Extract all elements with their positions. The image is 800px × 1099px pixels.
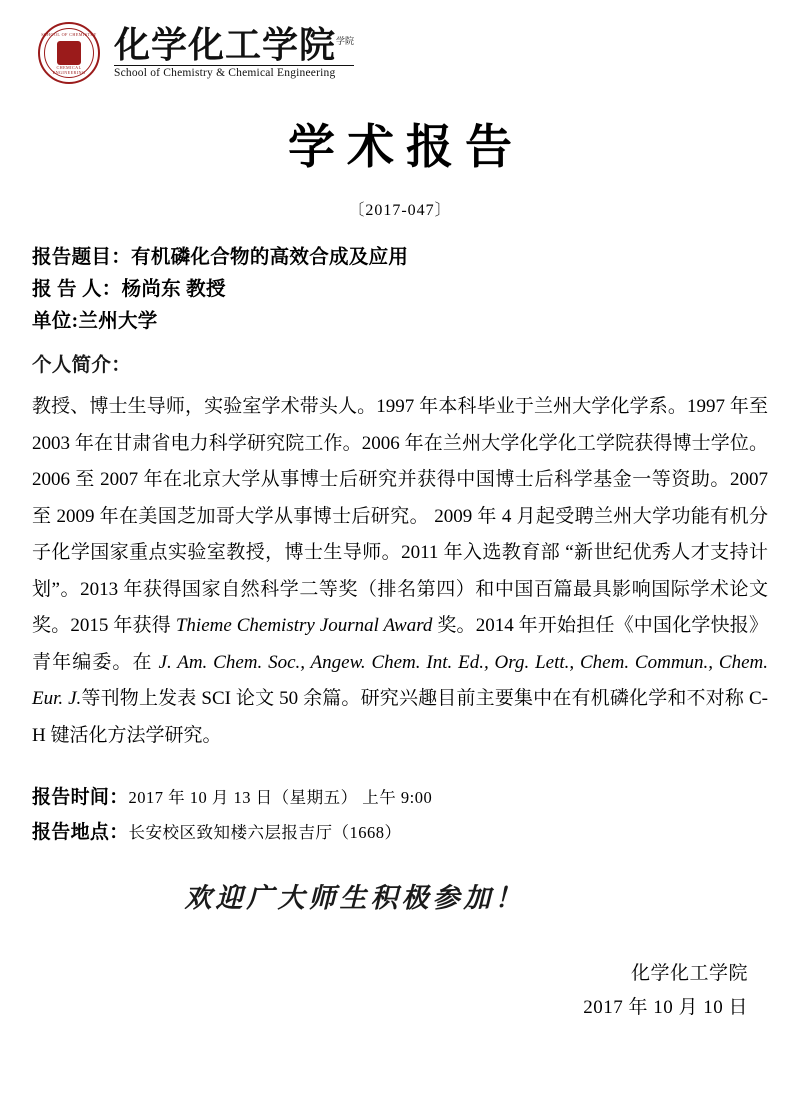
logo-english-name: School of Chemistry & Chemical Engineering	[114, 65, 354, 79]
bio-part-3: 等刊物上发表 SCI 论文 50 余篇。研究兴趣目前主要集中在有机磷化学和不对称 C-H 键活化方法学研究。	[32, 688, 769, 746]
place-label: 报告地点：	[32, 822, 129, 844]
unit-label: 单位:	[32, 310, 79, 332]
topic-value: 有机磷化合物的高效合成及应用	[131, 247, 409, 268]
university-seal-icon	[38, 22, 100, 84]
bio-part-1: 教授、博士生导师，实验室学术带头人。1997 年本科毕业于兰州大学化学系。1997 年至 2003 年在甘肃省电力科学研究院工作。2006 年在兰州大学化学化工学院获得博士学位。2006 至 2007 年在北京大学从事博士后研究并获得中国博士后科学基金一等资助。2007 至 2009 年在美国芝加哥大学从事博士后研究。 2009 年 4 月起受聘兰州大学功能有机分子化学国家重点实验室教授，博士生导师。2011 年入选教育部 “新世纪优秀人才支持计划”。2013 年获得国家自然科学二等奖（排名第四）和中国百篇最具影响国际学术论文奖。2015 年获得	[32, 396, 768, 637]
time-label: 报告时间：	[32, 787, 129, 809]
unit-row	[32, 306, 772, 338]
bio-part-2: 奖。2014 年开始担任《中国化学快报》青年编委。在	[32, 615, 768, 673]
bio-paragraph	[32, 389, 768, 754]
seal-center-mark	[57, 41, 81, 65]
time-row	[32, 780, 772, 815]
journal-list: J. Am. Chem. Soc., Angew. Chem. Int. Ed., Org. Lett., Chem. Commun., Chem. Eur. J.	[32, 651, 768, 710]
speaker-value: 杨尚东 教授	[121, 278, 226, 300]
logo-superscript: 学院	[336, 35, 355, 46]
speaker-row	[32, 274, 772, 306]
logo-chinese-text: 化学化工学院	[114, 24, 337, 65]
speaker-label: 报 告 人：	[32, 278, 122, 300]
place-value: 长安校区致知楼六层报吉厅（1668）	[128, 823, 402, 843]
signature-date: 2017 年 10 月 10 日	[583, 996, 748, 1018]
letterhead	[28, 10, 772, 92]
topic-row	[32, 242, 772, 274]
place-row	[32, 815, 772, 850]
seal-bottom-text: CHEMICAL ENGINEERING	[52, 65, 86, 75]
event-info-block	[32, 780, 772, 850]
document-number: 〔2017-047〕	[348, 202, 452, 219]
signature-organization: 化学化工学院	[630, 963, 748, 985]
unit-value: 兰州大学	[78, 310, 158, 332]
logo-block	[114, 24, 355, 80]
bio-section-label: 个人简介：	[32, 355, 132, 377]
signature-block	[28, 957, 772, 1024]
welcome-message: 欢迎广大师生积极参加！	[184, 883, 526, 914]
page-title: 学术报告	[288, 122, 524, 174]
meta-block	[28, 242, 772, 337]
time-value: 2017 年 10 月 13 日（星期五） 上午 9:00	[128, 788, 433, 808]
award-name: Thieme Chemistry Journal Award	[175, 615, 433, 637]
topic-label: 报告题目：	[32, 247, 132, 268]
logo-chinese-name	[114, 24, 355, 65]
seal-top-text: SCHOOL OF CHEMISTRY	[41, 32, 97, 37]
